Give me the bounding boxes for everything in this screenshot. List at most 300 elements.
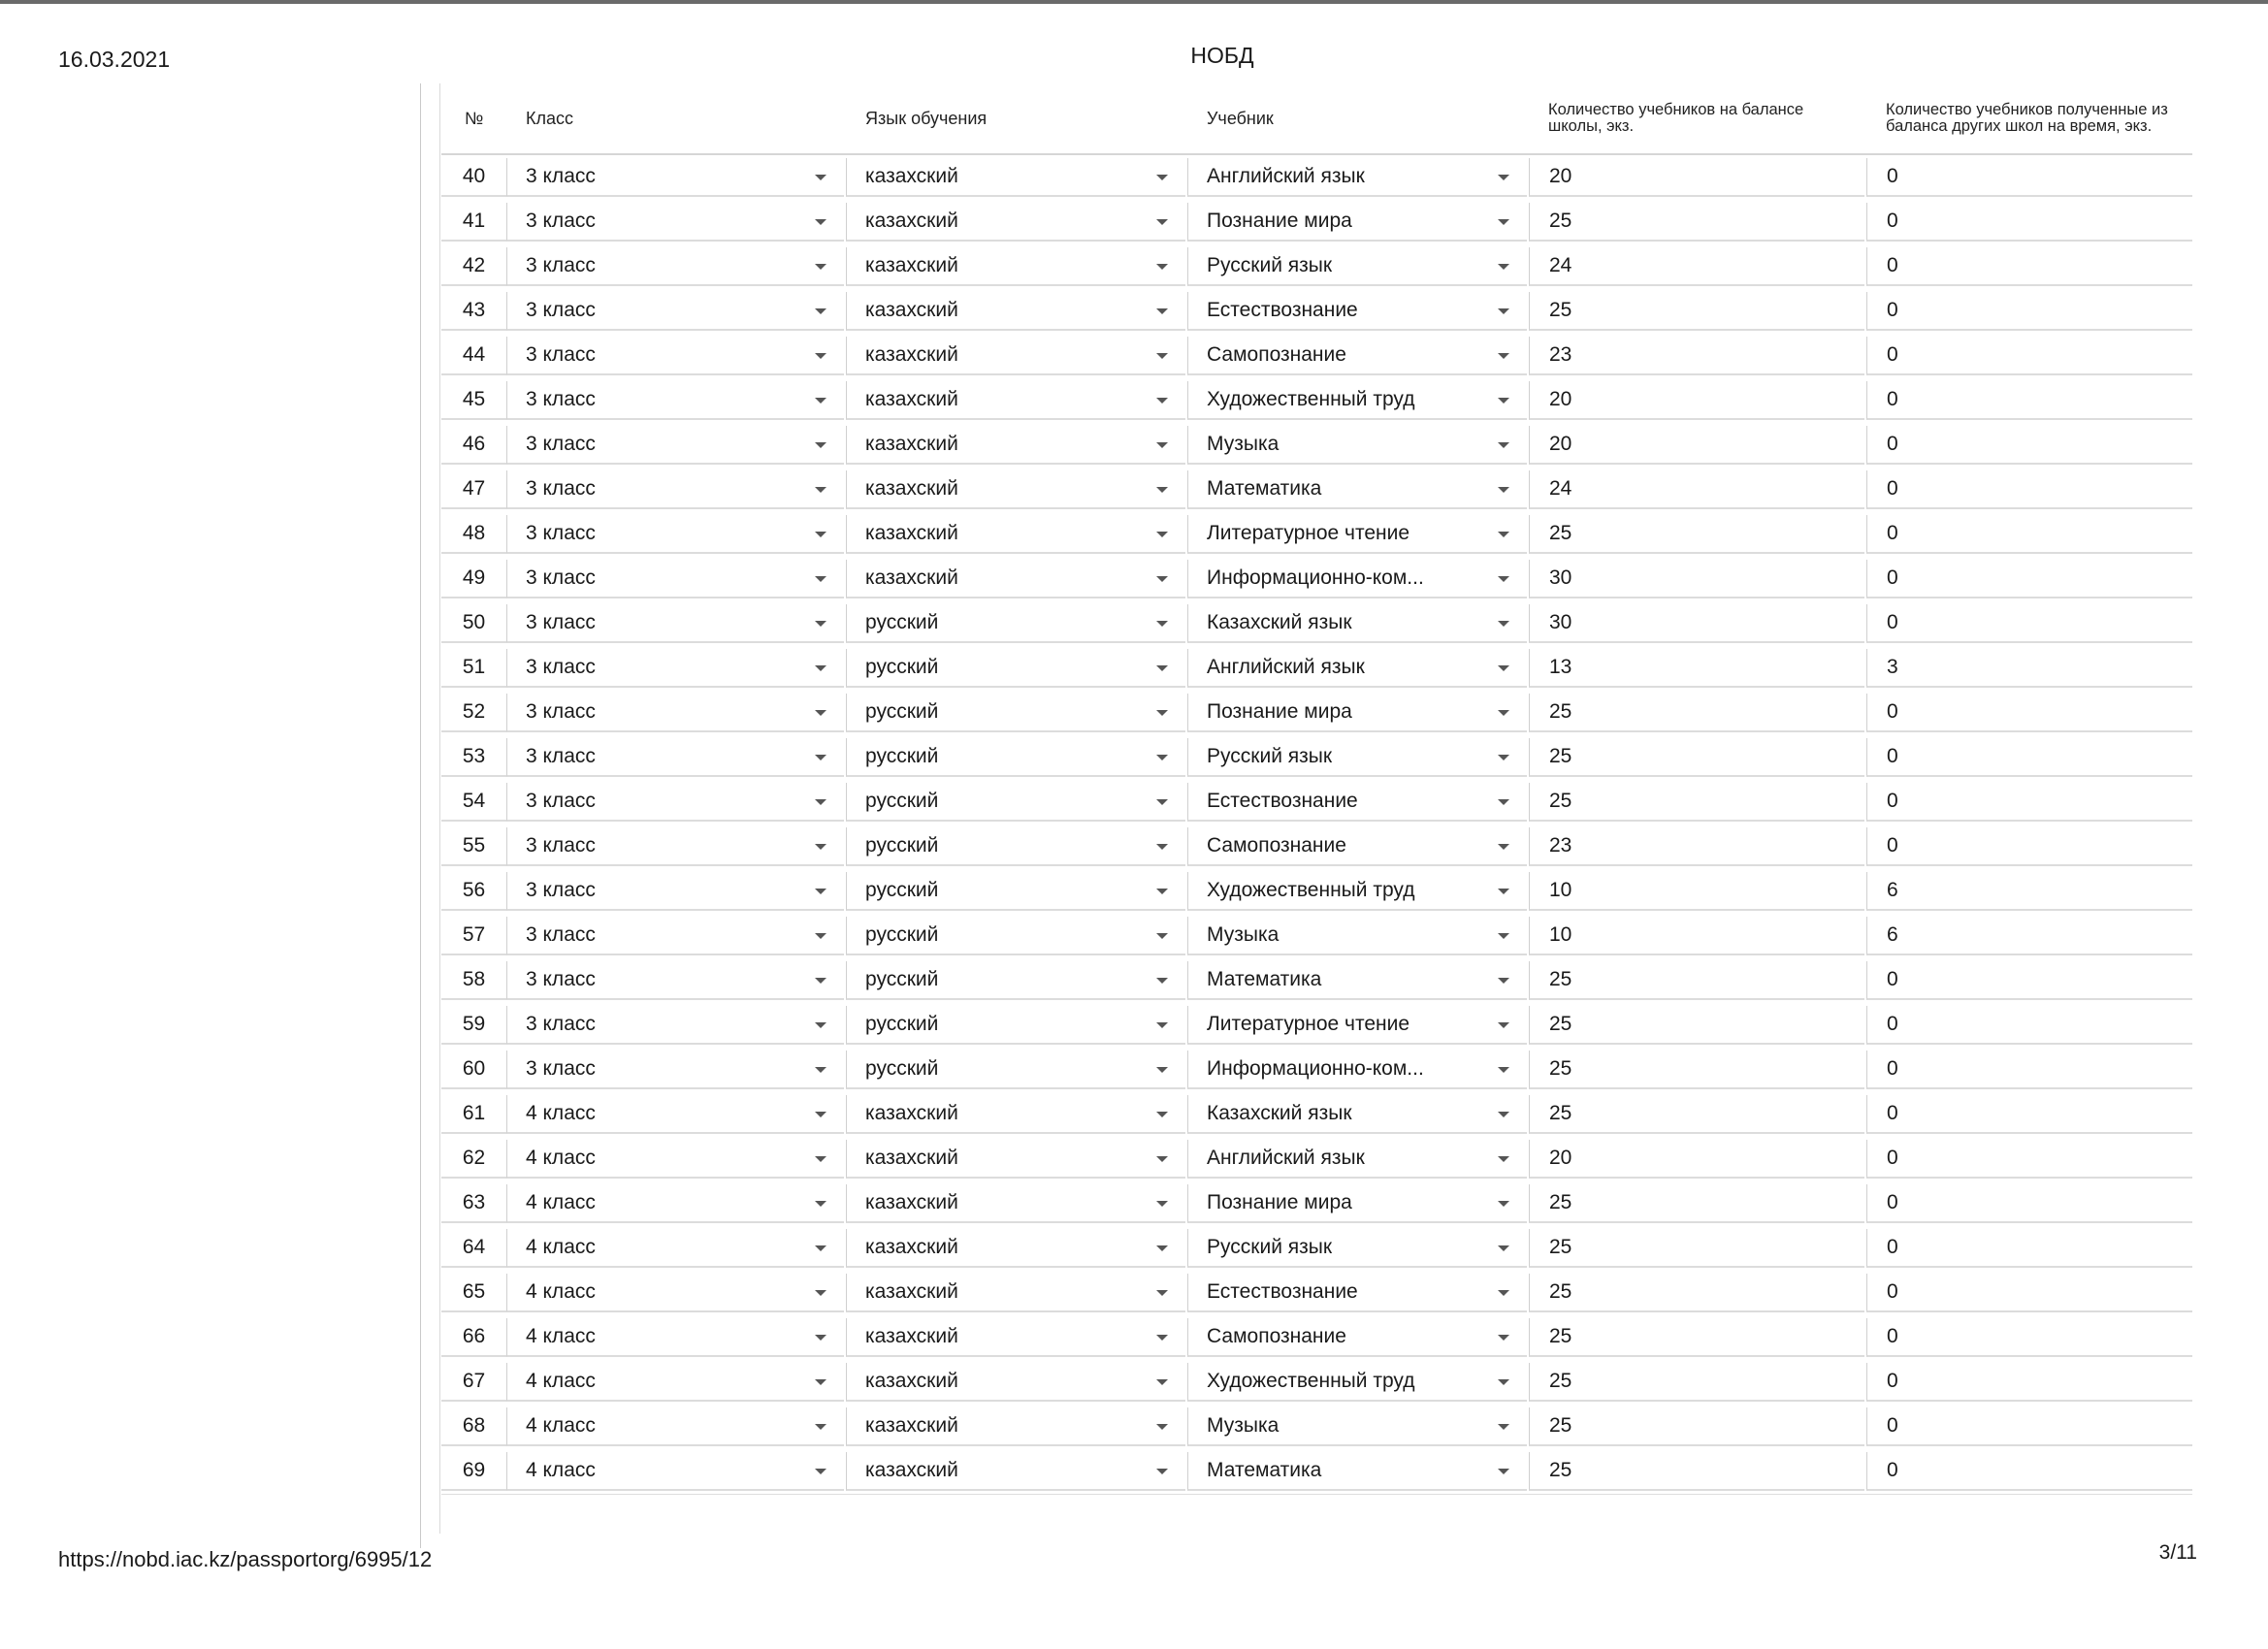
class-select[interactable] <box>506 694 844 732</box>
other-schools-count-input[interactable] <box>1866 917 2192 955</box>
chevron-down-icon[interactable] <box>1156 889 1168 894</box>
language-select[interactable] <box>846 783 1185 822</box>
other-schools-count-input-value: 0 <box>1887 611 1898 633</box>
balance-count-input-value: 25 <box>1549 968 1572 990</box>
chevron-down-icon[interactable] <box>1156 1201 1168 1207</box>
language-select[interactable] <box>846 292 1185 331</box>
class-select[interactable] <box>506 560 844 598</box>
balance-count-input-value: 25 <box>1549 1102 1572 1124</box>
balance-count-input[interactable] <box>1529 1051 1864 1089</box>
class-select[interactable] <box>506 470 844 509</box>
chevron-down-icon[interactable] <box>815 799 826 805</box>
textbook-select[interactable] <box>1187 470 1527 509</box>
chevron-down-icon[interactable] <box>1156 1112 1168 1117</box>
row-number: 53 <box>462 745 486 767</box>
class-select[interactable] <box>506 1274 844 1312</box>
balance-count-input[interactable] <box>1529 961 1864 1000</box>
language-select[interactable] <box>846 247 1185 286</box>
language-select-value: русский <box>865 1057 939 1080</box>
table-row <box>441 691 2192 735</box>
class-select[interactable] <box>506 917 844 955</box>
class-select[interactable] <box>506 649 844 688</box>
balance-count-input[interactable] <box>1529 470 1864 509</box>
chevron-down-icon[interactable] <box>1156 755 1168 760</box>
textbook-select-value: Казахский язык <box>1207 611 1352 633</box>
class-select[interactable] <box>506 1006 844 1045</box>
balance-count-input[interactable] <box>1529 827 1864 866</box>
scan-top-edge <box>0 0 2268 4</box>
chevron-down-icon[interactable] <box>1156 1156 1168 1162</box>
chevron-down-icon[interactable] <box>1498 1067 1509 1073</box>
language-select[interactable] <box>846 203 1185 242</box>
class-select[interactable] <box>506 1184 844 1223</box>
textbook-select[interactable] <box>1187 1452 1527 1491</box>
balance-count-input-value: 30 <box>1549 566 1572 589</box>
language-select-value: казахский <box>865 165 958 187</box>
language-select[interactable] <box>846 1407 1185 1446</box>
other-schools-count-input[interactable] <box>1866 1095 2192 1134</box>
balance-count-input[interactable] <box>1529 1006 1864 1045</box>
balance-count-input[interactable] <box>1529 872 1864 911</box>
language-select[interactable] <box>846 1095 1185 1134</box>
language-select[interactable] <box>846 1318 1185 1357</box>
row-number-cell <box>441 1140 506 1179</box>
other-schools-count-input[interactable] <box>1866 515 2192 554</box>
language-select-value: казахский <box>865 254 958 276</box>
balance-count-input[interactable] <box>1529 1095 1864 1134</box>
chevron-down-icon[interactable] <box>815 844 826 850</box>
class-select[interactable] <box>506 1051 844 1089</box>
table-row <box>441 1271 2192 1315</box>
chevron-down-icon[interactable] <box>1156 799 1168 805</box>
balance-count-input[interactable] <box>1529 649 1864 688</box>
other-schools-count-input[interactable] <box>1866 1452 2192 1491</box>
textbook-select-value: Самопознание <box>1207 343 1346 366</box>
chevron-down-icon[interactable] <box>1156 398 1168 404</box>
page-left-divider <box>420 83 421 1548</box>
language-select[interactable] <box>846 961 1185 1000</box>
chevron-down-icon[interactable] <box>1156 219 1168 225</box>
chevron-down-icon[interactable] <box>815 576 826 582</box>
other-schools-count-input[interactable] <box>1866 649 2192 688</box>
chevron-down-icon[interactable] <box>1498 1424 1509 1430</box>
balance-count-input[interactable] <box>1529 1140 1864 1179</box>
balance-count-input[interactable] <box>1529 1229 1864 1268</box>
chevron-down-icon[interactable] <box>815 621 826 627</box>
language-select[interactable] <box>846 1006 1185 1045</box>
class-select[interactable] <box>506 738 844 777</box>
chevron-down-icon[interactable] <box>815 1379 826 1385</box>
chevron-down-icon[interactable] <box>815 755 826 760</box>
textbook-select[interactable] <box>1187 158 1527 197</box>
balance-count-input[interactable] <box>1529 738 1864 777</box>
balance-count-input[interactable] <box>1529 917 1864 955</box>
language-select[interactable] <box>846 1363 1185 1402</box>
chevron-down-icon[interactable] <box>1156 1067 1168 1073</box>
class-select[interactable] <box>506 247 844 286</box>
textbook-select[interactable] <box>1187 203 1527 242</box>
chevron-down-icon[interactable] <box>815 1156 826 1162</box>
chevron-down-icon[interactable] <box>815 889 826 894</box>
other-schools-count-input[interactable] <box>1866 470 2192 509</box>
row-number-cell <box>441 381 506 420</box>
chevron-down-icon[interactable] <box>1156 1424 1168 1430</box>
other-schools-count-input-value: 0 <box>1887 1236 1898 1258</box>
class-select[interactable] <box>506 872 844 911</box>
other-schools-count-input[interactable] <box>1866 1229 2192 1268</box>
class-select[interactable] <box>506 158 844 197</box>
chevron-down-icon[interactable] <box>1156 621 1168 627</box>
other-schools-count-input[interactable] <box>1866 1274 2192 1312</box>
chevron-down-icon[interactable] <box>1498 1156 1509 1162</box>
class-select[interactable] <box>506 1095 844 1134</box>
chevron-down-icon[interactable] <box>1156 487 1168 493</box>
class-select-value: 3 класс <box>526 165 596 187</box>
language-select[interactable] <box>846 560 1185 598</box>
chevron-down-icon[interactable] <box>815 1290 826 1296</box>
class-select[interactable] <box>506 1229 844 1268</box>
row-number: 59 <box>462 1013 486 1035</box>
other-schools-count-input[interactable] <box>1866 738 2192 777</box>
chevron-down-icon[interactable] <box>1498 219 1509 225</box>
chevron-down-icon[interactable] <box>815 442 826 448</box>
other-schools-count-input[interactable] <box>1866 337 2192 375</box>
other-schools-count-input[interactable] <box>1866 1363 2192 1402</box>
chevron-down-icon[interactable] <box>1498 1335 1509 1341</box>
other-schools-count-input[interactable] <box>1866 604 2192 643</box>
balance-count-input[interactable] <box>1529 1407 1864 1446</box>
chevron-down-icon[interactable] <box>1156 1290 1168 1296</box>
language-select[interactable] <box>846 381 1185 420</box>
class-select[interactable] <box>506 1452 844 1491</box>
balance-count-input-value: 25 <box>1549 1459 1572 1481</box>
textbook-select[interactable] <box>1187 694 1527 732</box>
other-schools-count-input[interactable] <box>1866 1140 2192 1179</box>
class-select[interactable] <box>506 961 844 1000</box>
other-schools-count-input-value: 0 <box>1887 299 1898 321</box>
balance-count-input[interactable] <box>1529 381 1864 420</box>
chevron-down-icon[interactable] <box>1498 1245 1509 1251</box>
other-schools-count-input[interactable] <box>1866 426 2192 465</box>
chevron-down-icon[interactable] <box>815 264 826 270</box>
chevron-down-icon[interactable] <box>1498 1290 1509 1296</box>
chevron-down-icon[interactable] <box>815 978 826 984</box>
other-schools-count-input[interactable] <box>1866 381 2192 420</box>
other-schools-count-input[interactable] <box>1866 158 2192 197</box>
balance-count-input[interactable] <box>1529 426 1864 465</box>
chevron-down-icon[interactable] <box>815 175 826 180</box>
row-number: 40 <box>462 165 486 187</box>
chevron-down-icon[interactable] <box>1498 799 1509 805</box>
textbook-select[interactable] <box>1187 381 1527 420</box>
chevron-down-icon[interactable] <box>1156 978 1168 984</box>
other-schools-count-input[interactable] <box>1866 247 2192 286</box>
class-select[interactable] <box>506 1363 844 1402</box>
chevron-down-icon[interactable] <box>815 398 826 404</box>
textbook-select[interactable] <box>1187 1274 1527 1312</box>
class-select[interactable] <box>506 1140 844 1179</box>
balance-count-input[interactable] <box>1529 515 1864 554</box>
chevron-down-icon[interactable] <box>1498 665 1509 671</box>
language-select[interactable] <box>846 1184 1185 1223</box>
table-row <box>441 200 2192 244</box>
class-select[interactable] <box>506 515 844 554</box>
chevron-down-icon[interactable] <box>1498 1379 1509 1385</box>
class-select[interactable] <box>506 604 844 643</box>
chevron-down-icon[interactable] <box>1498 933 1509 939</box>
textbook-select-value: Естествознание <box>1207 790 1358 812</box>
textbook-select[interactable] <box>1187 247 1527 286</box>
chevron-down-icon[interactable] <box>1156 576 1168 582</box>
chevron-down-icon[interactable] <box>1156 665 1168 671</box>
chevron-down-icon[interactable] <box>1498 1201 1509 1207</box>
textbook-select[interactable] <box>1187 1095 1527 1134</box>
textbooks-table <box>441 83 2192 1494</box>
other-schools-count-input-value: 0 <box>1887 834 1898 857</box>
row-number-cell <box>441 470 506 509</box>
language-select[interactable] <box>846 1140 1185 1179</box>
chevron-down-icon[interactable] <box>1498 844 1509 850</box>
language-select[interactable] <box>846 470 1185 509</box>
row-number: 54 <box>462 790 486 812</box>
chevron-down-icon[interactable] <box>1156 264 1168 270</box>
chevron-down-icon[interactable] <box>1498 576 1509 582</box>
table-left-border <box>439 83 440 1534</box>
chevron-down-icon[interactable] <box>1156 1022 1168 1028</box>
textbook-select[interactable] <box>1187 649 1527 688</box>
textbook-select[interactable] <box>1187 337 1527 375</box>
class-select[interactable] <box>506 783 844 822</box>
balance-count-input-value: 25 <box>1549 1414 1572 1437</box>
language-select[interactable] <box>846 1274 1185 1312</box>
language-select[interactable] <box>846 872 1185 911</box>
chevron-down-icon[interactable] <box>815 1335 826 1341</box>
balance-count-input[interactable] <box>1529 158 1864 197</box>
chevron-down-icon[interactable] <box>1498 755 1509 760</box>
textbook-select[interactable] <box>1187 1318 1527 1357</box>
textbook-select[interactable] <box>1187 604 1527 643</box>
row-number: 68 <box>462 1414 486 1437</box>
language-select[interactable] <box>846 337 1185 375</box>
language-select[interactable] <box>846 827 1185 866</box>
chevron-down-icon[interactable] <box>815 1201 826 1207</box>
chevron-down-icon[interactable] <box>1156 1335 1168 1341</box>
chevron-down-icon[interactable] <box>1156 1245 1168 1251</box>
textbook-select[interactable] <box>1187 426 1527 465</box>
textbook-select[interactable] <box>1187 1229 1527 1268</box>
textbook-select-value: Казахский язык <box>1207 1102 1352 1124</box>
other-schools-count-input-value: 0 <box>1887 433 1898 455</box>
language-select[interactable] <box>846 1051 1185 1089</box>
language-select-value: казахский <box>865 343 958 366</box>
textbook-select[interactable] <box>1187 872 1527 911</box>
balance-count-input[interactable] <box>1529 337 1864 375</box>
chevron-down-icon[interactable] <box>815 353 826 359</box>
other-schools-count-input-value: 0 <box>1887 1414 1898 1437</box>
balance-count-input[interactable] <box>1529 783 1864 822</box>
chevron-down-icon[interactable] <box>815 308 826 314</box>
chevron-down-icon[interactable] <box>815 487 826 493</box>
chevron-down-icon[interactable] <box>1156 844 1168 850</box>
chevron-down-icon[interactable] <box>815 1424 826 1430</box>
balance-count-input[interactable] <box>1529 1318 1864 1357</box>
textbook-select[interactable] <box>1187 292 1527 331</box>
table-row <box>441 468 2192 512</box>
chevron-down-icon[interactable] <box>1498 487 1509 493</box>
textbook-select[interactable] <box>1187 560 1527 598</box>
textbook-select-value: Русский язык <box>1207 745 1333 767</box>
language-select[interactable] <box>846 604 1185 643</box>
chevron-down-icon[interactable] <box>1156 353 1168 359</box>
row-number-cell <box>441 1274 506 1312</box>
other-schools-count-input[interactable] <box>1866 1407 2192 1446</box>
balance-count-input[interactable] <box>1529 604 1864 643</box>
balance-count-input[interactable] <box>1529 1363 1864 1402</box>
chevron-down-icon[interactable] <box>1156 1469 1168 1474</box>
chevron-down-icon[interactable] <box>1498 1022 1509 1028</box>
other-schools-count-input[interactable] <box>1866 694 2192 732</box>
row-number-cell <box>441 961 506 1000</box>
other-schools-count-input[interactable] <box>1866 560 2192 598</box>
chevron-down-icon[interactable] <box>1498 710 1509 716</box>
language-select[interactable] <box>846 738 1185 777</box>
class-select-value: 3 класс <box>526 968 596 990</box>
language-select[interactable] <box>846 1229 1185 1268</box>
chevron-down-icon[interactable] <box>815 1469 826 1474</box>
language-select[interactable] <box>846 649 1185 688</box>
balance-count-input-value: 23 <box>1549 834 1572 857</box>
class-select[interactable] <box>506 203 844 242</box>
balance-count-input[interactable] <box>1529 694 1864 732</box>
chevron-down-icon[interactable] <box>815 1067 826 1073</box>
chevron-down-icon[interactable] <box>1156 1379 1168 1385</box>
balance-count-input[interactable] <box>1529 203 1864 242</box>
row-number: 50 <box>462 611 486 633</box>
chevron-down-icon[interactable] <box>1498 978 1509 984</box>
chevron-down-icon[interactable] <box>1156 442 1168 448</box>
chevron-down-icon[interactable] <box>815 1022 826 1028</box>
balance-count-input-value: 20 <box>1549 165 1572 187</box>
chevron-down-icon[interactable] <box>815 532 826 537</box>
other-schools-count-input-value: 0 <box>1887 1191 1898 1213</box>
chevron-down-icon[interactable] <box>1498 264 1509 270</box>
chevron-down-icon[interactable] <box>1498 532 1509 537</box>
other-schools-count-input-value: 0 <box>1887 343 1898 366</box>
other-schools-count-input[interactable] <box>1866 203 2192 242</box>
textbook-select[interactable] <box>1187 1184 1527 1223</box>
other-schools-count-input[interactable] <box>1866 1318 2192 1357</box>
chevron-down-icon[interactable] <box>1498 308 1509 314</box>
textbook-select[interactable] <box>1187 783 1527 822</box>
class-select[interactable] <box>506 337 844 375</box>
balance-count-input[interactable] <box>1529 560 1864 598</box>
chevron-down-icon[interactable] <box>1498 1112 1509 1117</box>
balance-count-input[interactable] <box>1529 1452 1864 1491</box>
chevron-down-icon[interactable] <box>1156 933 1168 939</box>
class-select[interactable] <box>506 381 844 420</box>
row-number-cell <box>441 1051 506 1089</box>
chevron-down-icon[interactable] <box>1498 175 1509 180</box>
textbook-select[interactable] <box>1187 1407 1527 1446</box>
textbook-select[interactable] <box>1187 827 1527 866</box>
language-select[interactable] <box>846 1452 1185 1491</box>
chevron-down-icon[interactable] <box>1156 710 1168 716</box>
textbook-select[interactable] <box>1187 1363 1527 1402</box>
other-schools-count-input[interactable] <box>1866 827 2192 866</box>
textbook-select[interactable] <box>1187 1051 1527 1089</box>
other-schools-count-input[interactable] <box>1866 1006 2192 1045</box>
textbook-select[interactable] <box>1187 1140 1527 1179</box>
class-select-value: 4 класс <box>526 1191 596 1213</box>
chevron-down-icon[interactable] <box>1498 353 1509 359</box>
language-select[interactable] <box>846 158 1185 197</box>
other-schools-count-input[interactable] <box>1866 1184 2192 1223</box>
class-select[interactable] <box>506 1407 844 1446</box>
row-number-cell <box>441 1006 506 1045</box>
chevron-down-icon[interactable] <box>815 710 826 716</box>
chevron-down-icon[interactable] <box>1498 889 1509 894</box>
balance-count-input[interactable] <box>1529 292 1864 331</box>
other-schools-count-input[interactable] <box>1866 783 2192 822</box>
textbook-select-value: Русский язык <box>1207 1236 1333 1258</box>
chevron-down-icon[interactable] <box>815 665 826 671</box>
textbook-select[interactable] <box>1187 515 1527 554</box>
balance-count-input[interactable] <box>1529 1274 1864 1312</box>
balance-count-input-value: 25 <box>1549 522 1572 544</box>
chevron-down-icon[interactable] <box>1156 175 1168 180</box>
class-select[interactable] <box>506 827 844 866</box>
language-select[interactable] <box>846 917 1185 955</box>
textbook-select[interactable] <box>1187 917 1527 955</box>
other-schools-count-input[interactable] <box>1866 872 2192 911</box>
textbook-select-value: Математика <box>1207 477 1322 500</box>
chevron-down-icon[interactable] <box>815 1112 826 1117</box>
other-schools-count-input[interactable] <box>1866 1051 2192 1089</box>
chevron-down-icon[interactable] <box>815 219 826 225</box>
chevron-down-icon[interactable] <box>815 1245 826 1251</box>
balance-count-input[interactable] <box>1529 1184 1864 1223</box>
textbook-select[interactable] <box>1187 738 1527 777</box>
class-select[interactable] <box>506 292 844 331</box>
chevron-down-icon[interactable] <box>1498 442 1509 448</box>
table-bottom-rule <box>441 1494 2192 1495</box>
chevron-down-icon[interactable] <box>1156 532 1168 537</box>
other-schools-count-input[interactable] <box>1866 961 2192 1000</box>
chevron-down-icon[interactable] <box>815 933 826 939</box>
row-number: 52 <box>462 700 486 723</box>
class-select[interactable] <box>506 426 844 465</box>
textbook-select-value: Английский язык <box>1207 165 1365 187</box>
chevron-down-icon[interactable] <box>1156 308 1168 314</box>
language-select[interactable] <box>846 515 1185 554</box>
language-select[interactable] <box>846 426 1185 465</box>
chevron-down-icon[interactable] <box>1498 398 1509 404</box>
chevron-down-icon[interactable] <box>1498 621 1509 627</box>
balance-count-input[interactable] <box>1529 247 1864 286</box>
balance-count-input-value: 25 <box>1549 1370 1572 1392</box>
other-schools-count-input-value: 0 <box>1887 522 1898 544</box>
textbook-select-value: Познание мира <box>1207 1191 1352 1213</box>
table-row <box>441 735 2192 780</box>
textbook-select[interactable] <box>1187 961 1527 1000</box>
class-select[interactable] <box>506 1318 844 1357</box>
language-select-value: казахский <box>865 566 958 589</box>
textbook-select[interactable] <box>1187 1006 1527 1045</box>
language-select[interactable] <box>846 694 1185 732</box>
other-schools-count-input[interactable] <box>1866 292 2192 331</box>
chevron-down-icon[interactable] <box>1498 1469 1509 1474</box>
row-number-cell <box>441 515 506 554</box>
